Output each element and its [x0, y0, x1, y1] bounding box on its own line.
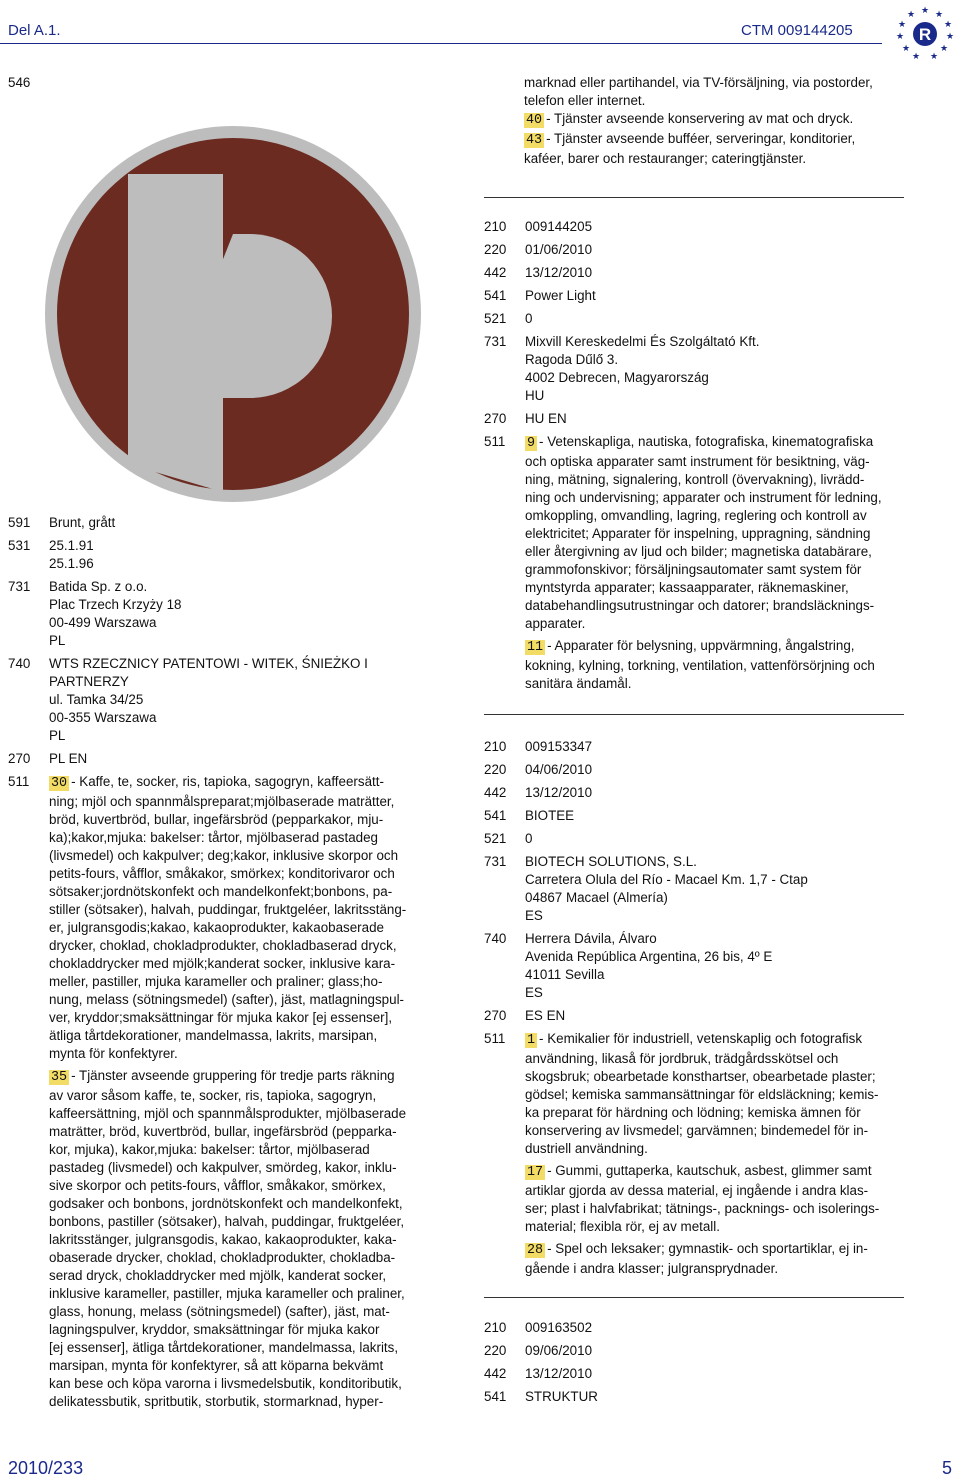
- field-line: 04867 Macael (Almería): [525, 890, 668, 905]
- class-item: [525, 1030, 924, 1158]
- class-line: stiller (sötsaker), halvah, puddingar, fruktgeléer, lakritsstäng-: [49, 902, 407, 917]
- field-line: 09/06/2010: [525, 1343, 593, 1358]
- class-line: drycker, choklad, chokladprodukter, chokladbaserad dryck,: [49, 938, 397, 953]
- field-line: 25.1.91: [49, 538, 94, 553]
- class-line: sive skorpor och petits-fours, våfflor, småkakor, smörkex,: [49, 1178, 386, 1193]
- class-line: artiklar gjorda av dessa material, ej ingående i andra klas-: [525, 1183, 869, 1198]
- class-line: petits-fours, våfflor, småkakor, smörkex; konditorivaror och: [49, 866, 395, 881]
- field-line: PL EN: [49, 751, 88, 766]
- inid-code: 511: [484, 1031, 506, 1046]
- top-right-continuation: [524, 74, 944, 168]
- field-value: [525, 264, 924, 282]
- class-line: inklusive karameller, pastiller, mjuka karameller och praliner,: [49, 1286, 405, 1301]
- class-line: ning, mätning, signalering, kontroll (övervakning), livrädd-: [525, 472, 865, 487]
- inid-code: 591: [8, 515, 31, 530]
- inid-code: 731: [484, 854, 507, 869]
- field-value: [525, 853, 924, 925]
- svg-text:★: ★: [945, 31, 955, 41]
- class-line: sötsaker;jordnötskonfekt och mandelkonfekt;bonbons, pa-: [49, 884, 393, 899]
- class-line: [ej essenser], ätliga tårtdekorationer, mandelmassa, lakrits,: [49, 1340, 399, 1355]
- class-line: eller återgivning av ljud och bilder; magnetiska databärare,: [525, 544, 872, 559]
- field-line: BIOTEE: [525, 808, 575, 823]
- class-item: [525, 1240, 924, 1278]
- class-number: 9: [527, 436, 536, 451]
- field-row-442: [484, 1365, 924, 1383]
- goods-services-list: [49, 773, 444, 1411]
- field-value: [525, 1007, 924, 1025]
- class-line: lakritsstänger, julgransgodis, kakao, kakaoprodukter, kaka-: [49, 1232, 397, 1247]
- field-value: [525, 830, 924, 848]
- field-line: HU: [525, 388, 545, 403]
- inid-code: 531: [8, 538, 31, 553]
- field-line: 13/12/2010: [525, 265, 593, 280]
- class-line: kan bese och köpa varorna i livsmedelsbutik, konditoributik,: [49, 1376, 402, 1391]
- class-line: myntstyrda apparater; kassaapparater, räknemaskiner,: [525, 580, 849, 595]
- field-line: 41011 Sevilla: [525, 967, 605, 982]
- class-line: ser; plast i halvfabrikat; tätnings-, packnings- och isolerings-: [525, 1201, 880, 1216]
- field-value: [49, 514, 444, 532]
- field-line: 0: [525, 311, 533, 326]
- inid-code: 740: [8, 656, 31, 671]
- footer-page-number: 5: [942, 1458, 953, 1478]
- class-line: omkoppling, omvandling, lagring, reglering och kontroll av: [525, 508, 867, 523]
- field-value: [49, 750, 444, 768]
- class-line: [525, 637, 924, 657]
- field-row-521: [484, 830, 924, 848]
- class-number: 28: [527, 1243, 544, 1258]
- class-line: godsaker och bonbons, jordnötskonfekt och mandelkonfekt,: [49, 1196, 403, 1211]
- class-line: dustriell användning.: [525, 1141, 648, 1156]
- field-value: [525, 410, 924, 428]
- inid-code: 210: [484, 1320, 507, 1335]
- class-text: - Kemikalier för industriell, vetenskaplig och fotografisk: [539, 1031, 863, 1046]
- class-line: [525, 1240, 924, 1260]
- footer-bulletin-number: 2010/233: [8, 1458, 84, 1478]
- inid-code: 511: [8, 774, 30, 789]
- svg-text:★: ★: [906, 9, 916, 19]
- field-line: 4002 Debrecen, Magyarország: [525, 370, 709, 385]
- field-row-531: [8, 537, 444, 573]
- class-line: mynta för konfektyrer.: [49, 1046, 178, 1061]
- class-line: kokning, kylning, torkning, ventilation, vattenförsörjning och: [525, 658, 875, 673]
- class-number: 40: [526, 113, 543, 128]
- class-line: er, julgransgodis;kakao, kakaoprodukter, kakaobaserade: [49, 920, 384, 935]
- svg-text:★: ★: [929, 51, 939, 61]
- class-item: [525, 637, 924, 693]
- field-line: PARTNERZY: [49, 674, 129, 689]
- class-line: gående i andra klasser; julgransprydnader.: [525, 1261, 779, 1276]
- field-row-220: [484, 1342, 924, 1360]
- goods-services-list: [525, 1030, 924, 1278]
- field-value: [49, 655, 444, 745]
- class-line: [525, 433, 924, 453]
- class-line: nung, melass (sötningsmedel) (safter), jäst, matlagningspul-: [49, 992, 405, 1007]
- class-line: gödsel; kemiska sammansättningar för eldsläckning; kemis-: [525, 1087, 879, 1102]
- class-line: kaffeersättning, mjöl och spannmålsprodukter, mjölbaserade: [49, 1106, 407, 1121]
- class-line: ver, kryddor;smaksättningar för mjuka kakor [ej essenser],: [49, 1010, 393, 1025]
- field-line: ES: [525, 908, 543, 923]
- inid-code: 521: [484, 311, 507, 326]
- page-number-top: 546: [8, 75, 31, 90]
- field-line: 13/12/2010: [525, 785, 593, 800]
- class-text: kaféer, barer och restauranger; cateringtjänster.: [524, 151, 807, 166]
- field-row-591: [8, 514, 444, 532]
- field-row-210: [484, 1319, 924, 1337]
- class-line: ätliga tårtdekorationer, mandelmassa, lakrits, marsipan,: [49, 1028, 378, 1043]
- class-item: [524, 130, 944, 168]
- field-value: [49, 537, 444, 573]
- header-ctm-number: CTM 009144205: [741, 22, 853, 39]
- inid-code: 210: [484, 219, 507, 234]
- field-line: Mixvill Kereskedelmi És Szolgáltató Kft.: [525, 334, 760, 349]
- class-line: ka preparat för härdning och lödning; kemiska ämnen för: [525, 1105, 861, 1120]
- field-line: Avenida República Argentina, 26 bis, 4º E: [525, 949, 773, 964]
- header-rule: [0, 43, 882, 44]
- field-value: [525, 738, 924, 756]
- continuation-line: marknad eller partihandel, via TV-försäljning, via postorder,: [524, 75, 873, 90]
- inid-code: 731: [8, 579, 31, 594]
- entry-divider: [484, 714, 904, 715]
- class-line: ning; mjöl och spannmålspreparat;mjölbaserade maträtter,: [49, 794, 395, 809]
- class-line: ka);kakor,mjuka: bakelser: tårtor, mjölbaserad pastadeg: [49, 830, 378, 845]
- inid-code: 210: [484, 739, 507, 754]
- field-line: ES EN: [525, 1008, 566, 1023]
- field-value: [525, 1342, 924, 1360]
- field-line: ES: [525, 985, 543, 1000]
- field-row-731: [484, 853, 924, 925]
- field-line: 25.1.96: [49, 556, 94, 571]
- inid-code: 442: [484, 785, 507, 800]
- class-number: 17: [527, 1165, 544, 1180]
- class-text: - Gummi, guttaperka, kautschuk, asbest, glimmer samt: [547, 1163, 872, 1178]
- left-trademark-entry: [8, 514, 444, 1416]
- class-text: - Apparater för belysning, uppvärmning, ångalstring,: [547, 638, 855, 653]
- field-line: BIOTECH SOLUTIONS, S.L.: [525, 854, 697, 869]
- field-value: [525, 930, 924, 1002]
- class-text: - Tjänster avseende gruppering för tredje parts räkning: [71, 1068, 395, 1083]
- inid-code: 511: [484, 434, 506, 449]
- class-item: [524, 110, 944, 130]
- field-row-442: [484, 264, 924, 282]
- svg-text:R: R: [918, 25, 932, 44]
- inid-code: 442: [484, 265, 507, 280]
- field-line: Ragoda Dűlő 3.: [525, 352, 619, 367]
- inid-code: 270: [8, 751, 31, 766]
- class-number: 30: [51, 776, 68, 791]
- field-line: PL: [49, 633, 66, 648]
- svg-text:★: ★: [901, 43, 911, 53]
- class-text: - Vetenskapliga, nautiska, fotografiska, kinematografiska: [539, 434, 874, 449]
- class-item: [525, 1162, 924, 1236]
- field-value: [525, 1388, 924, 1406]
- field-row-270: [484, 410, 924, 428]
- right-trademark-entry-3: [484, 1319, 924, 1411]
- class-line: [525, 1162, 924, 1182]
- field-value: [525, 333, 924, 405]
- class-line: glass, honung, melass (sötningsmedel) (safter), jäst, mat-: [49, 1304, 390, 1319]
- class-line: [49, 1067, 444, 1087]
- field-line: WTS RZECZNICY PATENTOWI - WITEK, ŚNIEŻKO I: [49, 656, 368, 671]
- field-value: [525, 218, 924, 236]
- class-text: - Kaffe, te, socker, ris, tapioka, sagogryn, kaffeersätt-: [71, 774, 384, 789]
- eu-trademark-logo: [894, 4, 956, 62]
- field-line: STRUKTUR: [525, 1389, 598, 1404]
- class-line: [525, 1030, 924, 1050]
- field-value: [525, 241, 924, 259]
- goods-services-row: [8, 773, 444, 1411]
- svg-text:★: ★: [934, 9, 944, 19]
- field-row-521: [484, 310, 924, 328]
- field-line: Plac Trzech Krzyży 18: [49, 597, 182, 612]
- goods-services-row: [484, 1030, 924, 1278]
- field-row-270: [8, 750, 444, 768]
- entry-divider: [484, 197, 904, 198]
- field-line: Batida Sp. z o.o.: [49, 579, 148, 594]
- inid-code: 270: [484, 1008, 507, 1023]
- class-line: [49, 773, 444, 793]
- field-row-442: [484, 784, 924, 802]
- field-row-541: [484, 1388, 924, 1406]
- class-line: obaserade drycker, choklad, chokladprodukter, chokladba-: [49, 1250, 396, 1265]
- entry-divider: [484, 1297, 904, 1298]
- goods-services-row: [484, 433, 924, 693]
- field-line: 00-355 Warszawa: [49, 710, 157, 725]
- class-line: marsipan, mynta för konfektyrer, så att köparna bekvämt: [49, 1358, 384, 1373]
- inid-code: 220: [484, 242, 507, 257]
- class-text: - Tjänster avseende bufféer, serveringar, konditorier,: [546, 131, 856, 146]
- field-row-210: [484, 738, 924, 756]
- inid-code: 740: [484, 931, 507, 946]
- svg-text:★: ★: [897, 19, 907, 29]
- class-item: [49, 1067, 444, 1411]
- class-line: och optiska apparater samt instrument för besiktning, väg-: [525, 454, 870, 469]
- field-value: [525, 1365, 924, 1383]
- class-line: sanitära ändamål.: [525, 676, 632, 691]
- class-line: elektricitet; Apparater för inspelning, uppragning, sändning: [525, 526, 871, 541]
- goods-services-list: [525, 433, 924, 693]
- class-item: [525, 433, 924, 633]
- class-line: material; flexibla rör, ej av metall.: [525, 1219, 720, 1234]
- field-row-541: [484, 807, 924, 825]
- class-line: chokladdrycker med mjölk;kanderat socker, inklusive kara-: [49, 956, 396, 971]
- inid-code: 541: [484, 808, 507, 823]
- field-line: 13/12/2010: [525, 1366, 593, 1381]
- class-line: (livsmedel) och kakpulver; deg;kakor, inklusive skorpor och: [49, 848, 399, 863]
- field-line: 00-499 Warszawa: [49, 615, 157, 630]
- svg-text:★: ★: [943, 19, 953, 29]
- field-line: 009153347: [525, 739, 593, 754]
- inid-code: 220: [484, 762, 507, 777]
- class-line: bonbons, pastiller (sötsaker), halvah, puddingar, fruktgeléer,: [49, 1214, 405, 1229]
- right-trademark-entry-1: [484, 218, 924, 698]
- field-row-541: [484, 287, 924, 305]
- trademark-logo-image: [18, 124, 448, 504]
- field-line: 009163502: [525, 1320, 593, 1335]
- field-line: Carretera Olula del Río - Macael Km. 1,7 - Ctap: [525, 872, 808, 887]
- class-text: - Tjänster avseende konservering av mat och dryck.: [546, 111, 854, 126]
- field-row-731: [8, 578, 444, 650]
- field-line: Power Light: [525, 288, 596, 303]
- right-trademark-entry-2: [484, 738, 924, 1283]
- class-line: bröd, kuvertbröd, bullar, ingefärsbröd (pepparkakor, mju-: [49, 812, 384, 827]
- field-line: 01/06/2010: [525, 242, 593, 257]
- class-line: av varor såsom kaffe, te, socker, ris, tapioka, sagogryn,: [49, 1088, 377, 1103]
- class-line: meller, pastiller, mjuka karameller och praliner; glass;ho-: [49, 974, 383, 989]
- inid-code: 541: [484, 288, 507, 303]
- svg-text:★: ★: [939, 43, 949, 53]
- field-line: 0: [525, 831, 533, 846]
- field-line: Brunt, grått: [49, 515, 116, 530]
- field-line: PL: [49, 728, 66, 743]
- field-value: [525, 761, 924, 779]
- field-row-740: [8, 655, 444, 745]
- field-value: [525, 310, 924, 328]
- svg-text:★: ★: [911, 51, 921, 61]
- inid-code: 220: [484, 1343, 507, 1358]
- class-number: 11: [527, 640, 544, 655]
- inid-code: 270: [484, 411, 507, 426]
- inid-code: 541: [484, 1389, 507, 1404]
- class-line: användning, likaså för jordbruk, trädgårdsskötsel och: [525, 1051, 839, 1066]
- class-line: kor, mjuka), kakor,mjuka: bakelser: tårtor, mjölbaserad: [49, 1142, 370, 1157]
- class-line: delikatessbutik, spritbutik, storbutik, stormarknad, hyper-: [49, 1394, 384, 1409]
- svg-text:★: ★: [920, 5, 930, 15]
- field-line: 04/06/2010: [525, 762, 593, 777]
- field-line: ul. Tamka 34/25: [49, 692, 144, 707]
- field-line: HU EN: [525, 411, 567, 426]
- field-row-210: [484, 218, 924, 236]
- field-line: Herrera Dávila, Álvaro: [525, 931, 657, 946]
- class-line: ning och undervisning; apparater och instrument för ledning,: [525, 490, 882, 505]
- inid-code: 731: [484, 334, 507, 349]
- inid-code: 521: [484, 831, 507, 846]
- class-line: konservering av livsmedel; garvämnen; bindemedel för in-: [525, 1123, 869, 1138]
- field-row-740: [484, 930, 924, 1002]
- class-line: maträtter, bröd, kuvertbröd, bullar, ingefärsbröd (pepparka-: [49, 1124, 397, 1139]
- class-number: 35: [51, 1070, 68, 1085]
- field-value: [525, 807, 924, 825]
- class-line: skogsbruk; obearbetade konsthartser, obearbetade plaster;: [525, 1069, 876, 1084]
- class-text: - Spel och leksaker; gymnastik- och sportartiklar, ej in-: [547, 1241, 868, 1256]
- field-row-220: [484, 241, 924, 259]
- class-line: grammofonskivor; försäljningsautomater samt system för: [525, 562, 862, 577]
- svg-text:★: ★: [895, 31, 905, 41]
- field-value: [49, 578, 444, 650]
- header-section-label: Del A.1.: [8, 22, 61, 39]
- class-line: pastadeg (livsmedel) och kakpulver, smördeg, kakor, inklu-: [49, 1160, 397, 1175]
- class-line: apparater.: [525, 616, 586, 631]
- field-row-270: [484, 1007, 924, 1025]
- class-number: 1: [527, 1033, 536, 1048]
- inid-code: 442: [484, 1366, 507, 1381]
- class-number: 43: [526, 133, 543, 148]
- class-item: [49, 773, 444, 1063]
- field-value: [525, 287, 924, 305]
- class-line: serad dryck, chokladdrycker med mjölk, kanderat socker,: [49, 1268, 387, 1283]
- class-line: databehandlingsutrustningar och datorer; brandsläcknings-: [525, 598, 875, 613]
- field-row-220: [484, 761, 924, 779]
- field-value: [525, 1319, 924, 1337]
- continuation-line: telefon eller internet.: [524, 93, 646, 108]
- field-row-731: [484, 333, 924, 405]
- class-line: lagningspulver, kryddor, smaksättningar för mjuka kakor: [49, 1322, 380, 1337]
- field-line: 009144205: [525, 219, 593, 234]
- field-value: [525, 784, 924, 802]
